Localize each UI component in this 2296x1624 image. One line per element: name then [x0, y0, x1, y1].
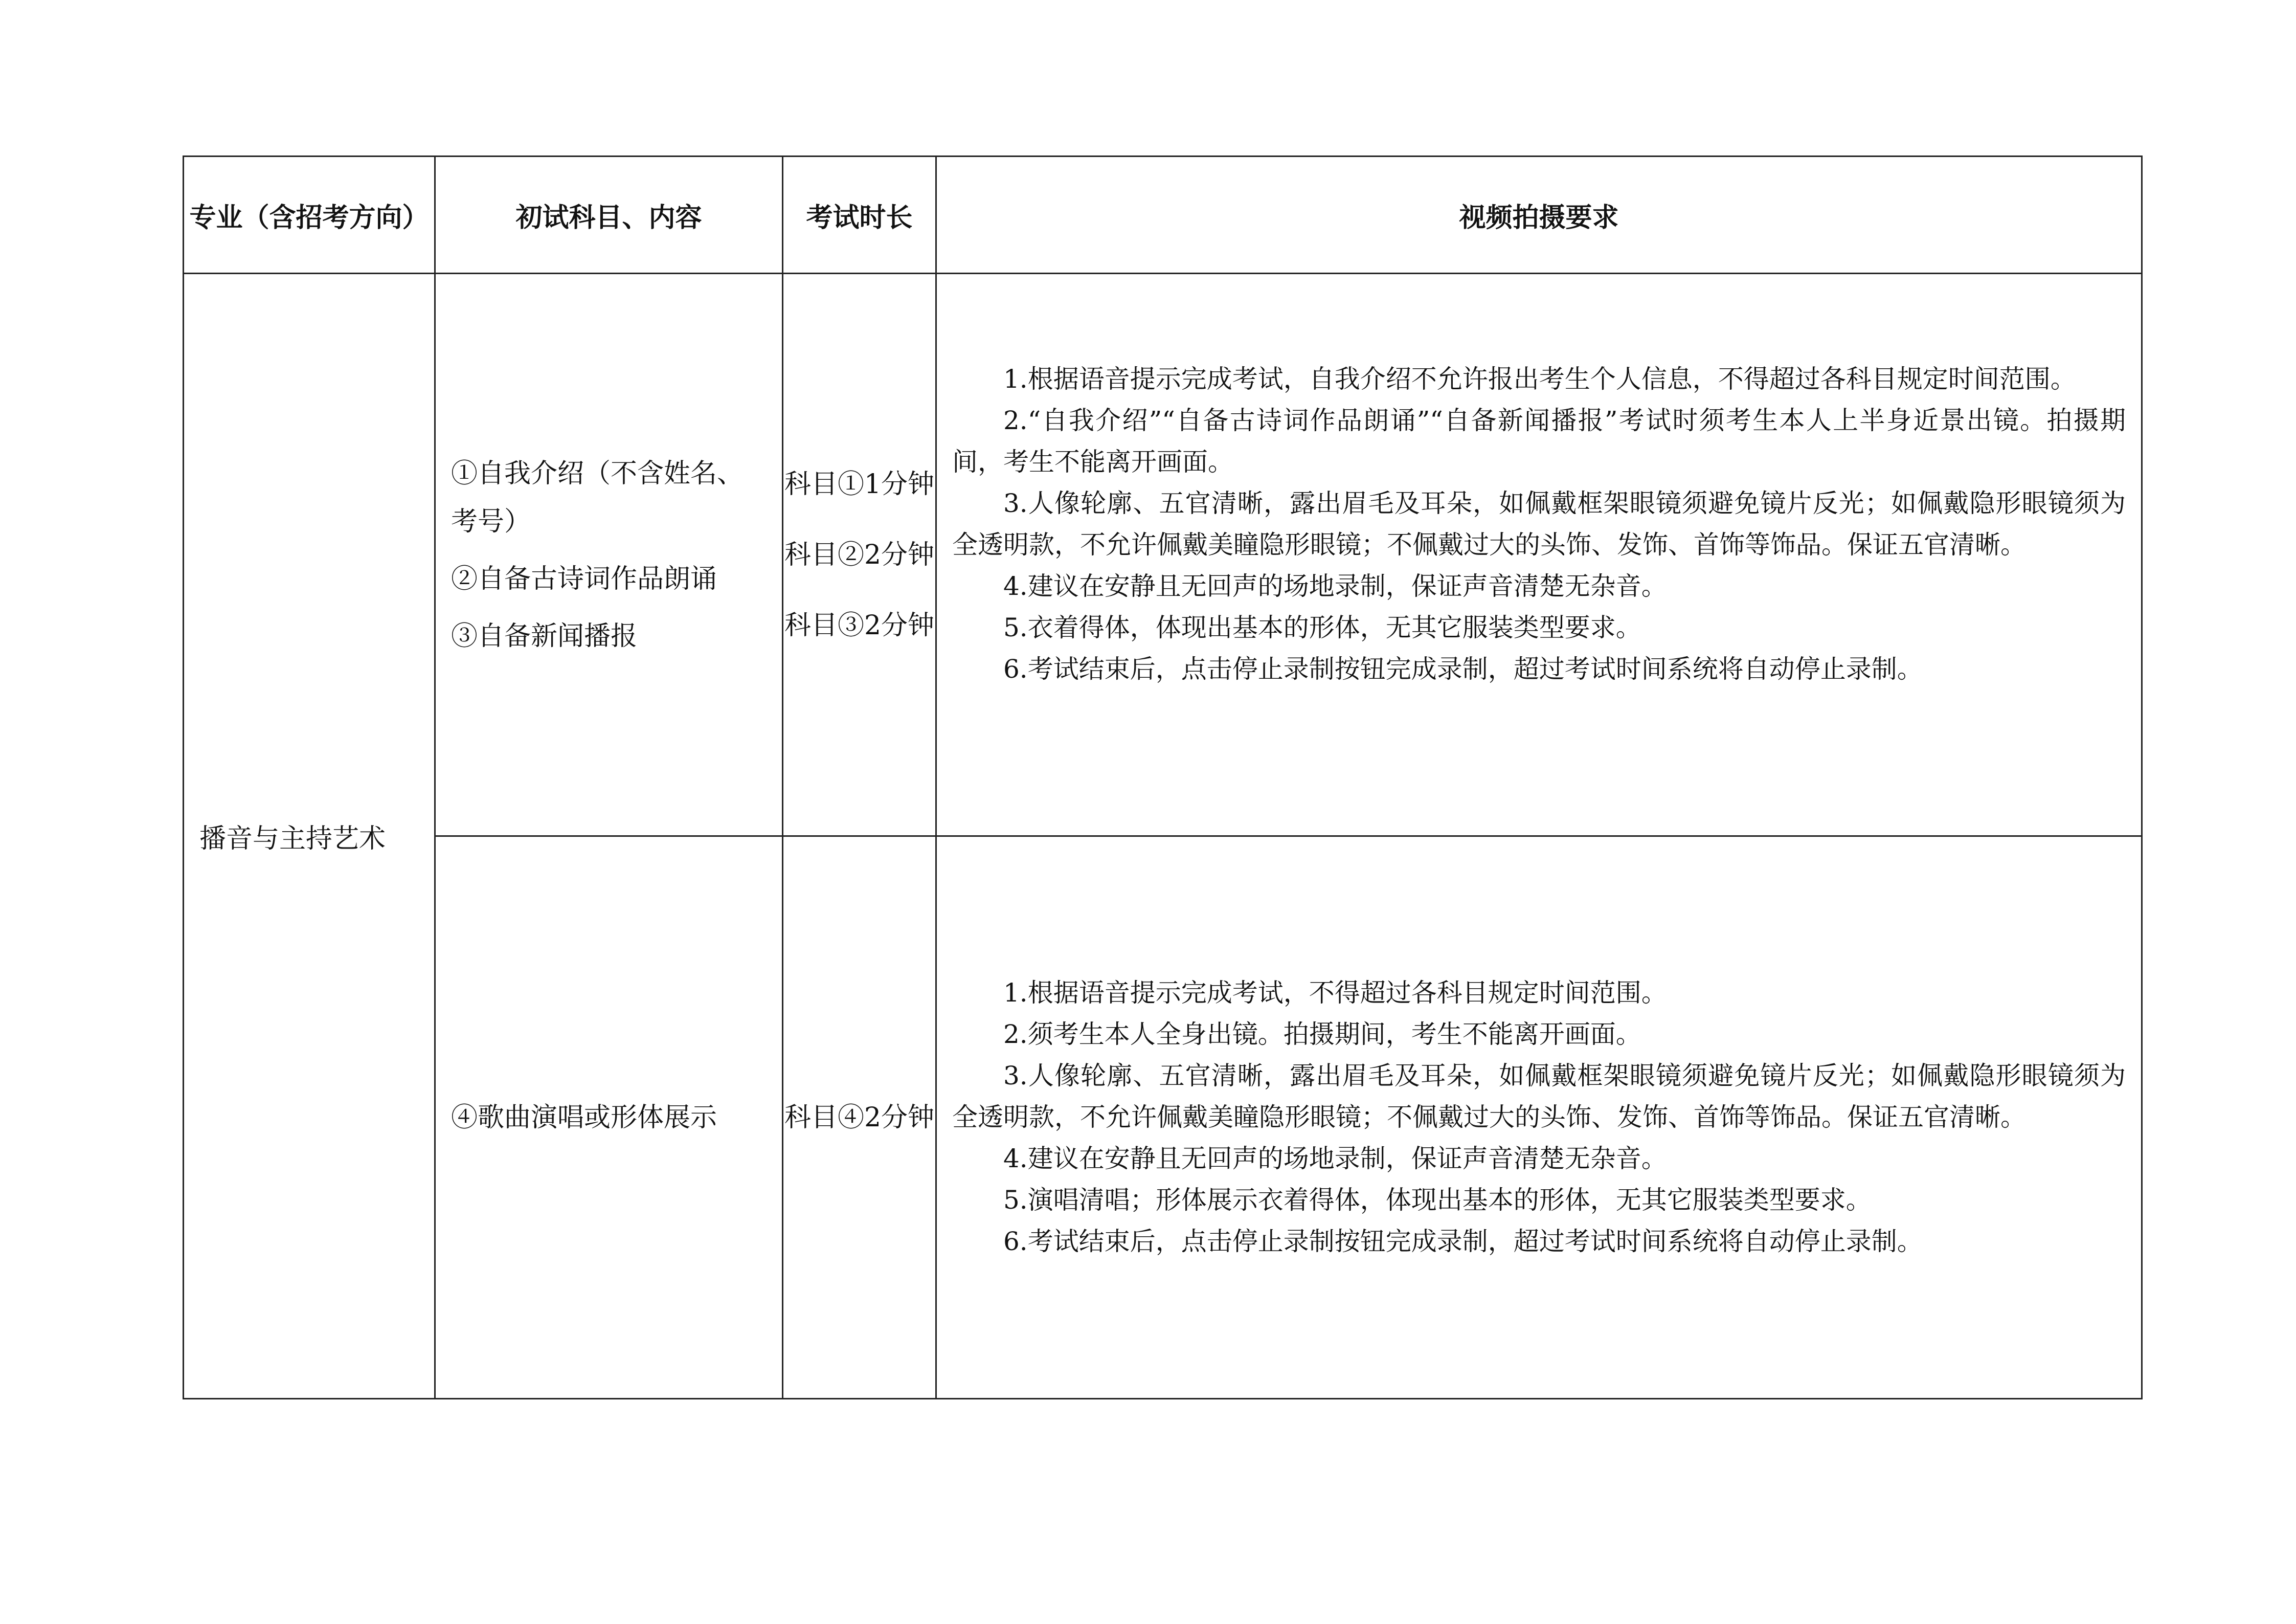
requirement-line: 6.考试结束后，点击停止录制按钮完成录制，超过考试时间系统将自动停止录制。 [1003, 654, 1923, 684]
requirement-line: 2.“自我介绍”“自备古诗词作品朗诵”“自备新闻播报”考试时须考生本人上半身近景出镜。拍摄期间，考生不能离开画面。 [952, 405, 2126, 477]
subject-item: ①自我介绍（不含姓名、考号） [451, 458, 744, 537]
table-row [184, 274, 2142, 836]
requirement-line: 5.演唱清唱；形体展示衣着得体，体现出基本的形体，无其它服装类型要求。 [1003, 1185, 1872, 1215]
exam-requirements-table [183, 155, 2143, 1399]
duration-item: 科目②2分钟 [784, 539, 935, 570]
requirement-line: 5.衣着得体，体现出基本的形体，无其它服装类型要求。 [1003, 612, 1641, 642]
requirement-line: 1.根据语音提示完成考试，不得超过各科目规定时间范围。 [1003, 978, 1667, 1008]
header-row [184, 157, 2142, 274]
subject-item: ④歌曲演唱或形体展示 [451, 1102, 717, 1133]
requirement-line: 6.考试结束后，点击停止录制按钮完成录制，超过考试时间系统将自动停止录制。 [1003, 1227, 1923, 1256]
requirement-line: 3.人像轮廓、五官清晰，露出眉毛及耳朵，如佩戴框架眼镜须避免镜片反光；如佩戴隐形眼镜须为全透明款，不允许佩戴美瞳隐形眼镜；不佩戴过大的头饰、发饰、首饰等饰品。保证五官清晰。 [952, 1061, 2126, 1132]
subject-item: ②自备古诗词作品朗诵 [451, 563, 717, 594]
requirement-line: 2.须考生本人全身出镜。拍摄期间，考生不能离开画面。 [1003, 1019, 1641, 1049]
table-row [184, 836, 2142, 1399]
requirement-line: 3.人像轮廓、五官清晰，露出眉毛及耳朵，如佩戴框架眼镜须避免镜片反光；如佩戴隐形眼镜须为全透明款，不允许佩戴美瞳隐形眼镜；不佩戴过大的头饰、发饰、首饰等饰品。保证五官清晰。 [952, 488, 2126, 560]
duration-cell [783, 274, 936, 836]
duration-item: 科目④2分钟 [784, 1102, 935, 1133]
duration-item: 科目③2分钟 [784, 610, 935, 641]
header-video-requirements: 视频拍摄要求 [936, 157, 2142, 274]
requirement-line: 1.根据语音提示完成考试，自我介绍不允许报出考生个人信息，不得超过各科目规定时间范围。 [1003, 364, 2076, 394]
requirement-line: 4.建议在安静且无回声的场地录制，保证声音清楚无杂音。 [1003, 1144, 1667, 1173]
header-major: 专业（含招考方向） [184, 157, 435, 274]
subjects-cell [435, 274, 783, 836]
header-duration: 考试时长 [783, 157, 936, 274]
duration-item: 科目①1分钟 [784, 469, 935, 500]
header-subjects: 初试科目、内容 [435, 157, 783, 274]
subject-item: ③自备新闻播报 [451, 620, 638, 652]
requirements-cell [936, 836, 2142, 1399]
requirements-cell [936, 274, 2142, 836]
major-name: 播音与主持艺术 [184, 274, 435, 1399]
subjects-cell [435, 836, 783, 1399]
requirement-line: 4.建议在安静且无回声的场地录制，保证声音清楚无杂音。 [1003, 571, 1667, 601]
duration-cell [783, 836, 936, 1399]
